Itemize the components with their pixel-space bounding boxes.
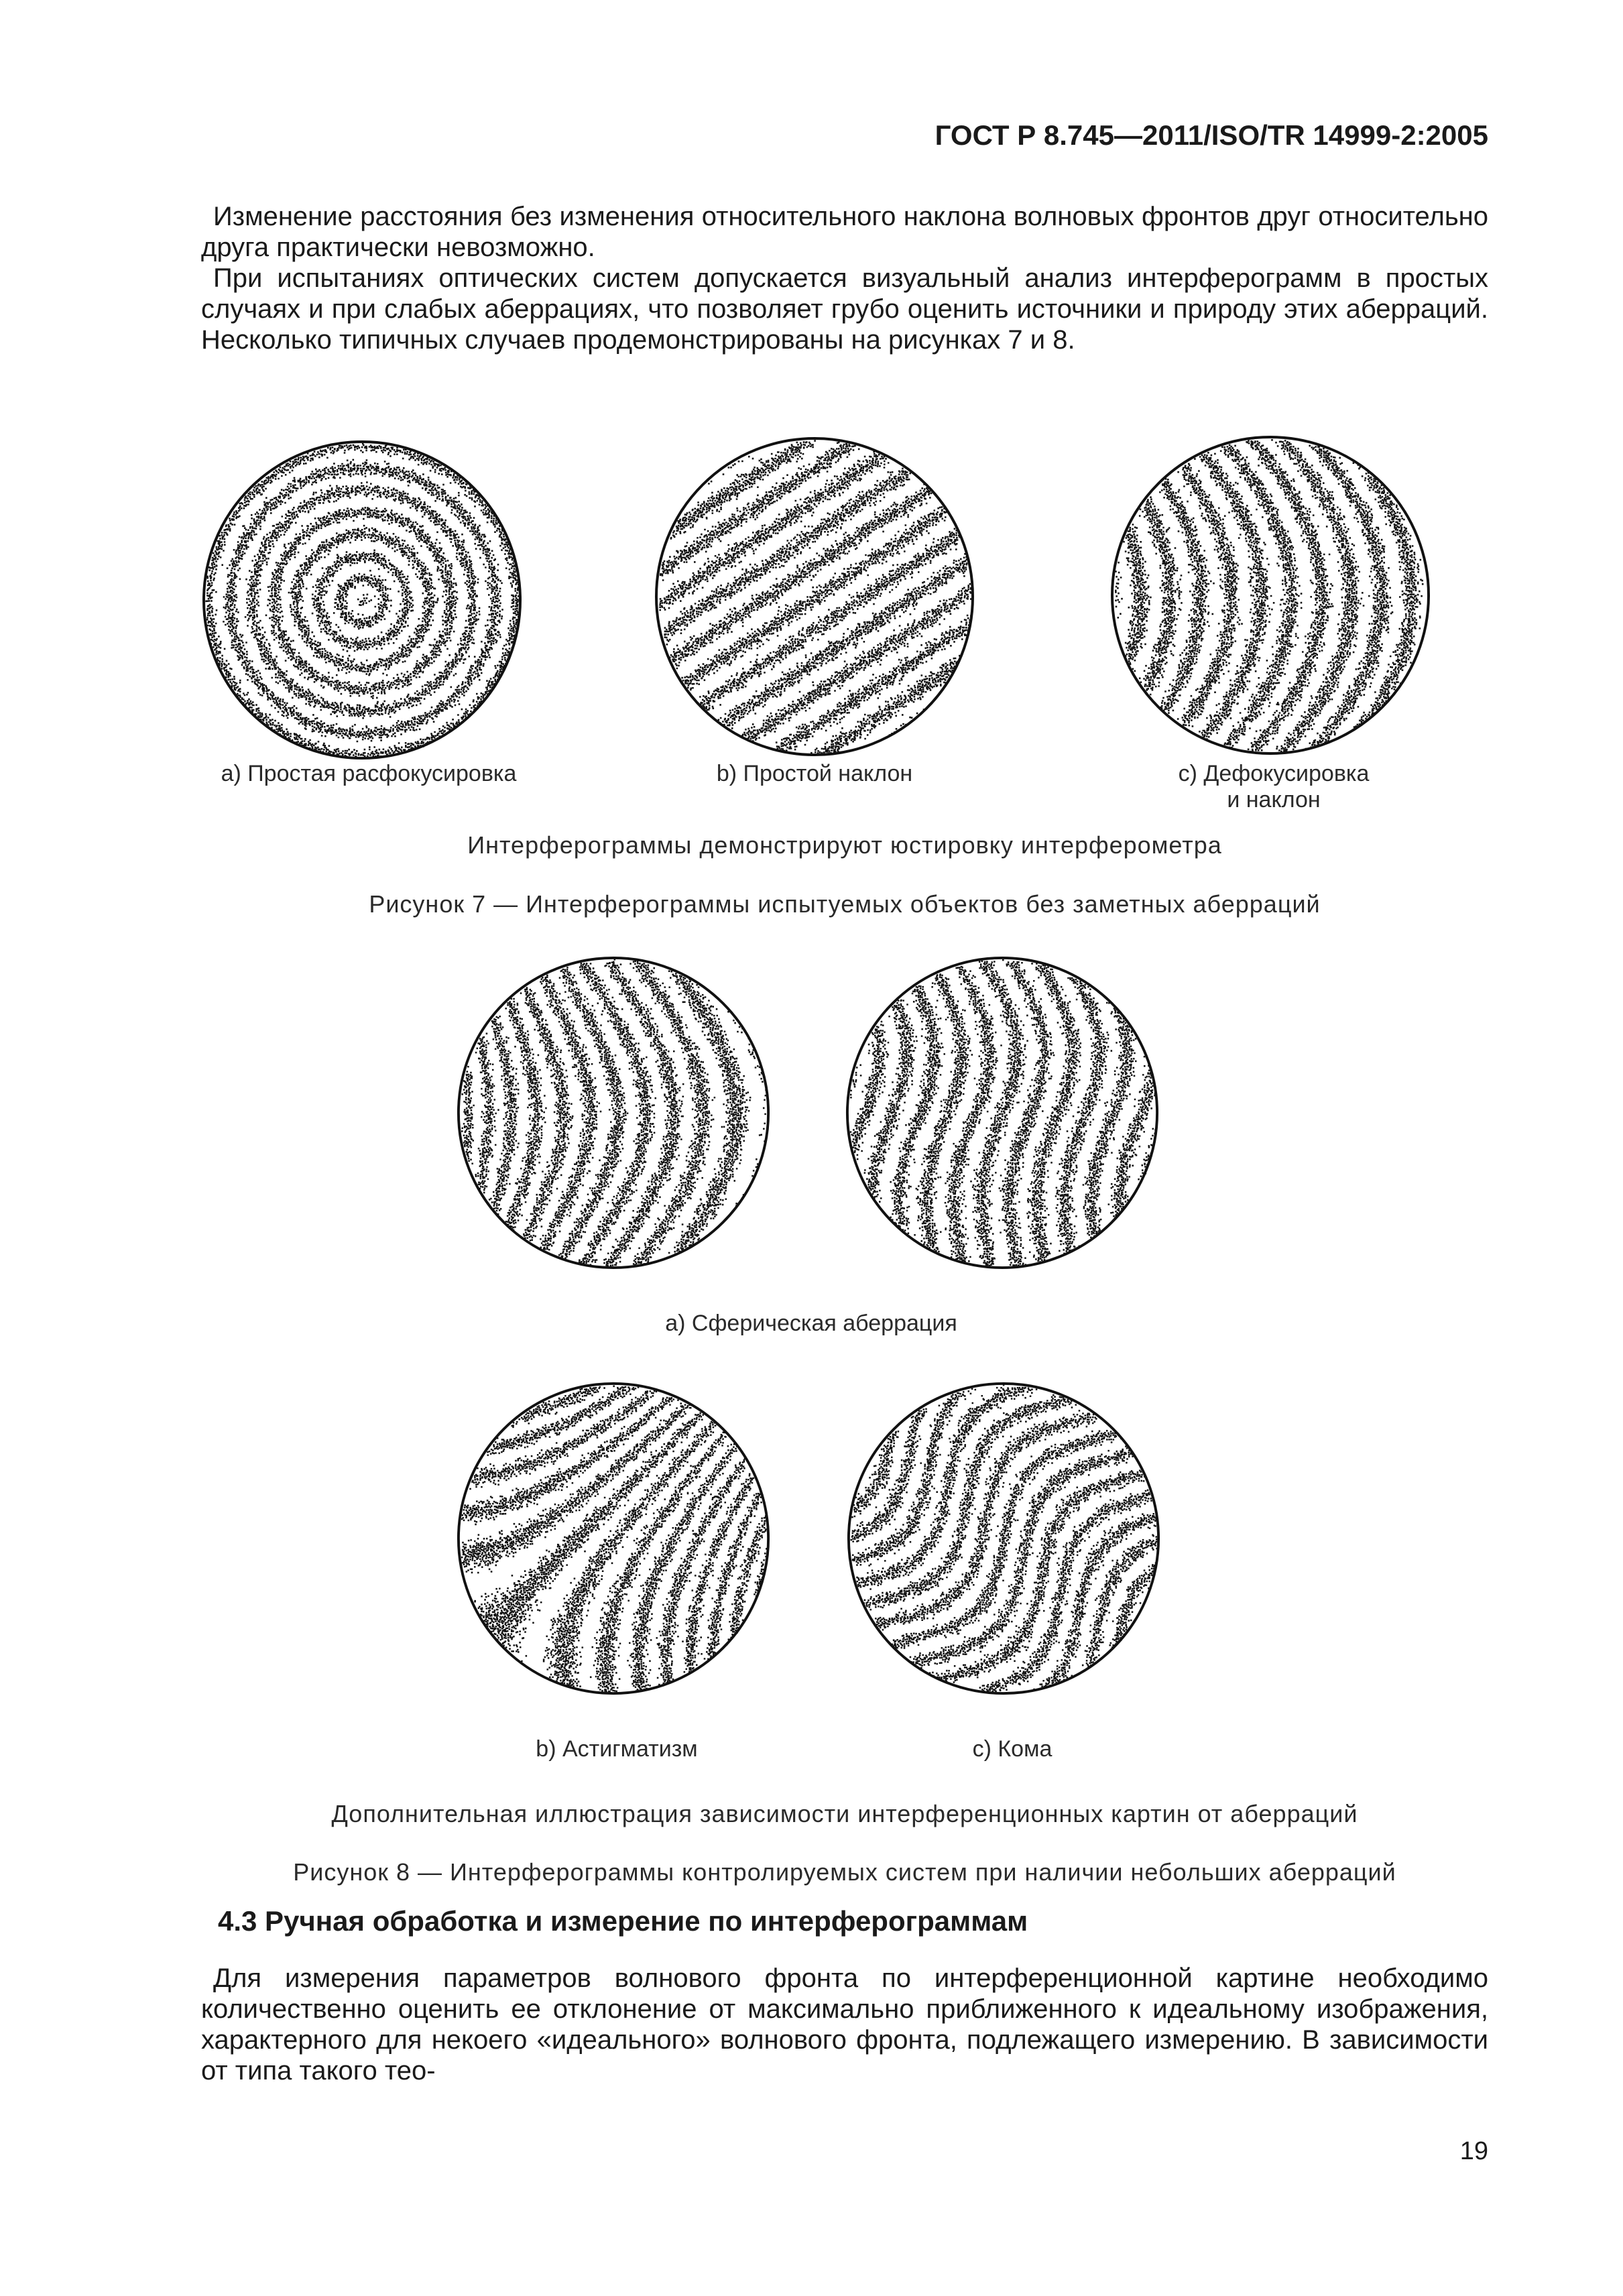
interferogram-spherical-aberration-2 bbox=[845, 955, 1160, 1270]
fig8-caption: Рисунок 8 — Интерферограммы контролируемых систем при наличии небольших аберраций bbox=[293, 1858, 1396, 1886]
interferogram-simple-defocus bbox=[201, 439, 523, 761]
section-heading: 4.3 Ручная обработка и измерение по интерферограммам bbox=[218, 1905, 1028, 1937]
interferogram-defocus-and-tilt bbox=[1109, 434, 1431, 756]
fig7-subtitle: Интерферограммы демонстрируют юстировку интерферометра bbox=[467, 831, 1222, 859]
fig8-label-a: a) Сферическая аберрация bbox=[665, 1311, 957, 1336]
interferogram-coma bbox=[846, 1381, 1161, 1696]
interferogram-spherical-aberration-1 bbox=[456, 955, 771, 1270]
fig7-label-c-line1: c) Дефокусировка bbox=[1178, 761, 1370, 786]
paragraph-2: При испытаниях оптических систем допускается визуальный анализ интерферограмм в простых случаях и при слабых аберрациях, что позволяет грубо оценить источники и природу этих аберраций. Несколько типичных случаев продемонстрированы на рисунках 7 и 8. bbox=[201, 263, 1488, 355]
fig8-subtitle: Дополнительная иллюстрация зависимости интерференционных картин от аберраций bbox=[331, 1800, 1358, 1827]
section-paragraph: Для измерения параметров волнового фронта по интерференционной картине необходимо количественно оценить ее отклонение от максимально приближенного к идеальному изображения, характерного для некоего «идеального» волнового фронта, подлежащего измерению. В зависимости от типа такого тео- bbox=[201, 1963, 1488, 2086]
fig8-label-b: b) Астигматизм bbox=[536, 1736, 698, 1762]
interferogram-astigmatism bbox=[456, 1381, 771, 1696]
interferogram-simple-tilt bbox=[654, 436, 975, 758]
fig7-label-c-line2: и наклон bbox=[1227, 787, 1321, 812]
fig7-label-b: b) Простой наклон bbox=[716, 761, 913, 786]
fig7-label-a: a) Простая расфокусировка bbox=[221, 761, 517, 786]
fig7-caption: Рисунок 7 — Интерферограммы испытуемых объектов без заметных аберраций bbox=[369, 890, 1321, 918]
fig8-label-c: c) Кома bbox=[972, 1736, 1053, 1762]
page-number: 19 bbox=[1459, 2137, 1488, 2165]
paragraph-1: Изменение расстояния без изменения относительного наклона волновых фронтов друг относительно друга практически невозможно. bbox=[201, 202, 1488, 262]
fig7-label-c bbox=[1099, 761, 1448, 813]
document-code-header: ГОСТ Р 8.745—2011/ISO/TR 14999-2:2005 bbox=[935, 119, 1488, 151]
